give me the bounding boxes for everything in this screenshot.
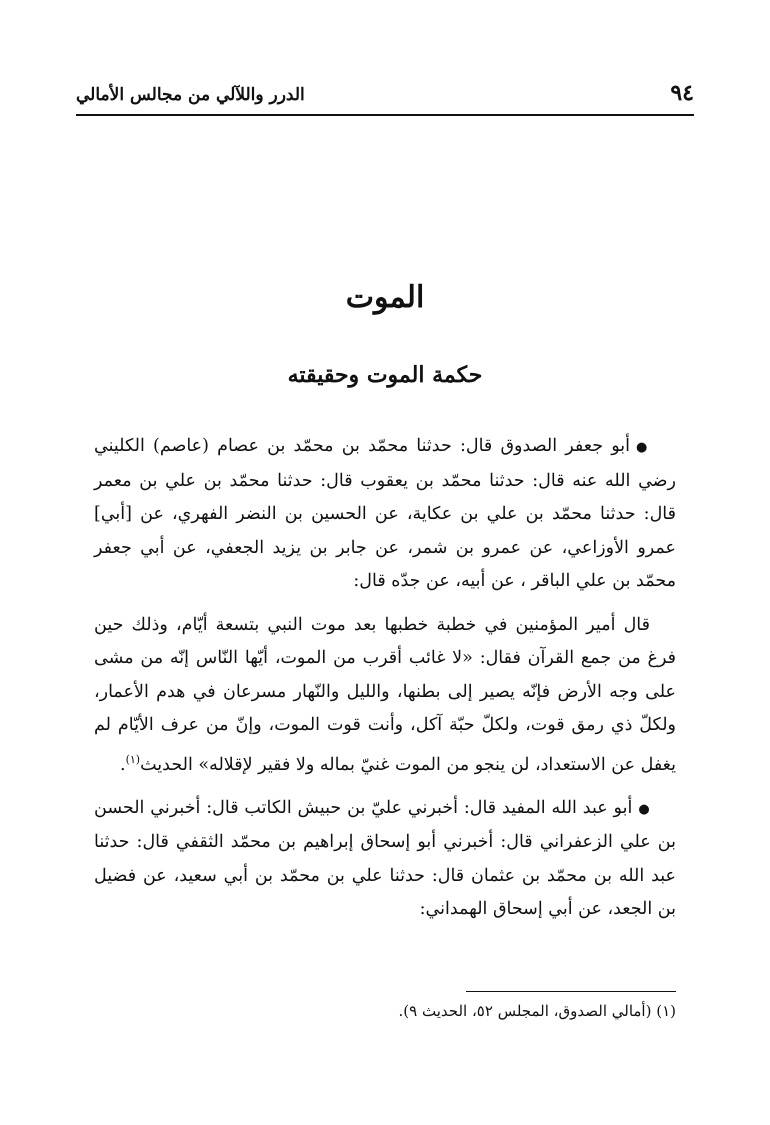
page-number: ٩٤ (670, 80, 694, 106)
paragraph-1-text: أبو جعفر الصدوق قال: حدثنا محمّد بن محمّد بن عصام (عاصم) الكليني رضي الله عنه قال: حدثنا محمّد بن يعقوب قال: حدثنا محمّد بن علي بن معمر قال: حدثنا محمّد بن علي بن عكاية، عن الحسين بن النضر الفهري، عن [أبي] عمرو الأوزاعي، عن عمرو بن شمر، عن جابر بن يزيد الجعفي، عن أبي جعفر محمّد بن علي الباقر ، عن أبيه، عن جدّه قال: (94, 436, 676, 591)
body-text (94, 430, 676, 937)
section-title: حكمة الموت وحقيقته (287, 362, 483, 388)
bullet-icon: ● (636, 440, 650, 455)
paragraph-2-text: قال أمير المؤمنين في خطبة خطبها بعد موت النبي بتسعة أيّام، وذلك حين فرغ من جمع القرآن فقال: «لا غائب أقرب من الموت، أيّها النّاس إنّه من مشى على وجه الأرض فإنّه يصير إلى بطنها، والليل والنّهار مسرعان في هدم الأعمار، ولكلّ ذي رمق قوت، ولكلّ حبّة آكل، وأنت قوت الموت، وإنّ من عرف الأيّام لم يغفل عن الاستعداد، لن ينجو من الموت غنيّ بماله ولا فقير لإقلاله» الحديث (94, 614, 676, 775)
footnote-divider (466, 991, 676, 992)
paragraph-2 (94, 609, 676, 782)
page-header (76, 80, 694, 116)
paragraph-3-text: أبو عبد الله المفيد قال: أخبرني عليّ بن حبيش الكاتب قال: أخبرني الحسن بن علي الزعفراني قال: أخبرني أبو إسحاق إبراهيم بن محمّد الثقفي قال: حدثنا عبد الله بن محمّد بن عثمان قال: حدثنا علي بن محمّد بن أبي سعيد، عن فضيل بن الجعد، عن أبي إسحاق الهمداني: (94, 797, 676, 920)
bullet-icon: ● (638, 801, 651, 817)
running-title: الدرر واللآلي من مجالس الأمالي (76, 85, 305, 105)
paragraph-1 (94, 430, 676, 599)
footnote-ref: (١) (125, 752, 141, 766)
paragraph-2-end: . (120, 754, 126, 775)
paragraph-3 (94, 792, 676, 927)
chapter-title: الموت (345, 280, 425, 315)
footnote: (١) (أمالي الصدوق، المجلس ٥٢، الحديث ٩). (398, 1002, 676, 1020)
